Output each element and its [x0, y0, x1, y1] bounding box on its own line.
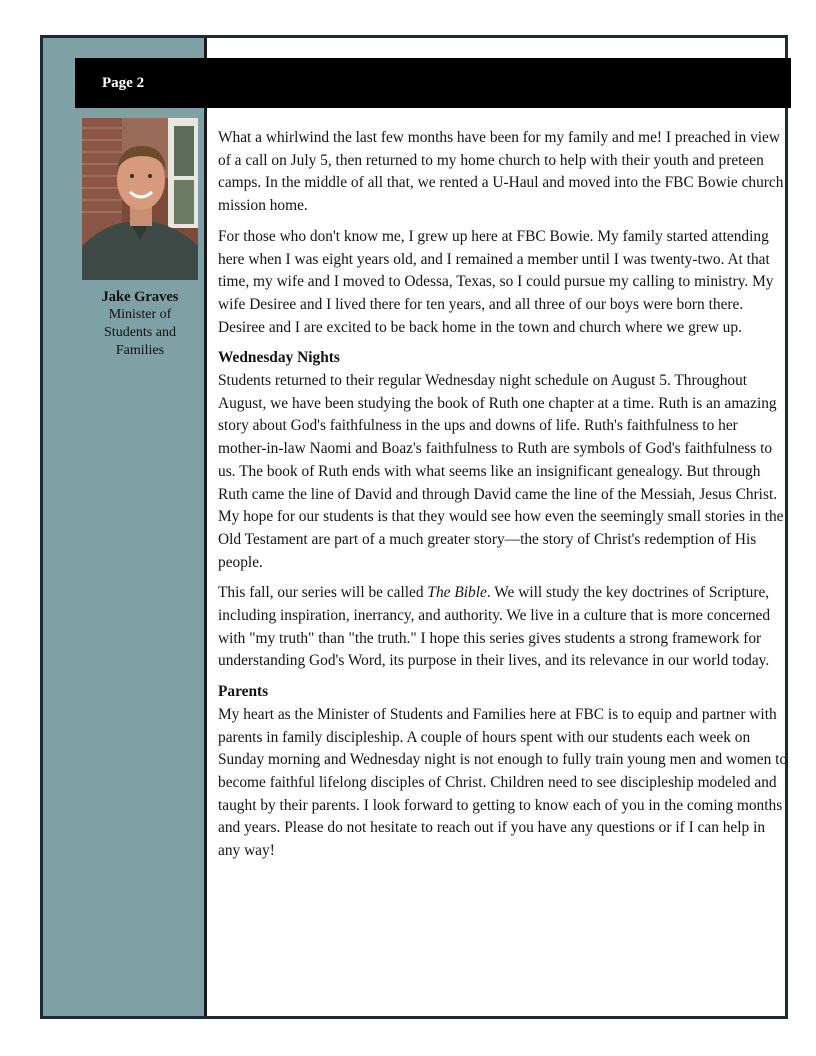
profile-name: Jake Graves [101, 289, 179, 305]
page-number-label: Page 2 [102, 75, 145, 91]
profile-caption [73, 288, 207, 360]
article-paragraph-series [218, 582, 788, 673]
sidebar [43, 38, 207, 1016]
article-body [218, 127, 788, 871]
series-title: The Bible [427, 584, 487, 602]
article-paragraph: Students returned to their regular Wednesday night schedule on August 5. Throughout August, we have been studying the book of Ruth one chapter at a time. Ruth is an amazing story about God's faithfulness in the ups and downs of life. Ruth's faithfulness to her mother-in-law Naomi and Boaz's faithfulness to Ruth are symbols of God's faithfulness to us. The book of Ruth ends with what seems like an insignificant genealogy. But through Ruth came the line of David and through David came the line of the Messiah, Jesus Christ. My hope for our students is that they would see how even the seemingly small stories in the Old Testament are part of a much greater story—the story of Christ's redemption of His people. [218, 372, 784, 571]
header-bar [75, 58, 791, 108]
page-frame [40, 35, 788, 1019]
profile-title-line: Students and [104, 325, 176, 340]
paragraph-text: This fall, our series will be called [218, 584, 428, 602]
article-paragraph: For those who don't know me, I grew up here at FBC Bowie. My family started attending here when I was eight years old, and I remained a member until I was twenty-two. At that time, my wife and I moved to Odessa, Texas, so I could pursue my calling to ministry. My wife Desiree and I lived there for ten years, and all three of our boys were born there. Desiree and I are excited to be back home in the town and church where we grew up. [218, 227, 774, 336]
article-paragraph: My heart as the Minister of Students and Families here at FBC is to equip and partner with parents in family discipleship. A couple of hours spent with our students each week on Sunday morning and Wednesday night is not enough to fully train young men and women to become faithful lifelong disciples of Christ. Children need to see discipleship modeled and taught by their parents. I look forward to getting to know each of you in the coming months and years. Please do not hesitate to reach out if you have any questions or if I can help in any way! [218, 705, 788, 860]
profile-title-line: Families [115, 343, 165, 358]
profile-title-line: Minister of [108, 307, 172, 322]
portrait-image [82, 118, 198, 280]
paragraph-text: . We will study the key doctrines of Scripture, including inspiration, inerrancy, and authority. We live in a culture that is more concerned with "my truth" than "the truth." I hope this series gives students a strong framework for understanding God's Word, its purpose in their lives, and its relevance in our world today. [218, 584, 771, 670]
section-heading-wednesday-nights: Wednesday Nights [218, 349, 340, 367]
article-paragraph: What a whirlwind the last few months have been for my family and me! I preached in view of a call on July 5, then returned to my home church to help with their youth and preteen camps. In the middle of all that, we rented a U-Haul and moved into the FBC Bowie church mission home. [218, 129, 784, 215]
profile-photo [82, 118, 198, 280]
section-heading-parents: Parents [218, 683, 269, 701]
